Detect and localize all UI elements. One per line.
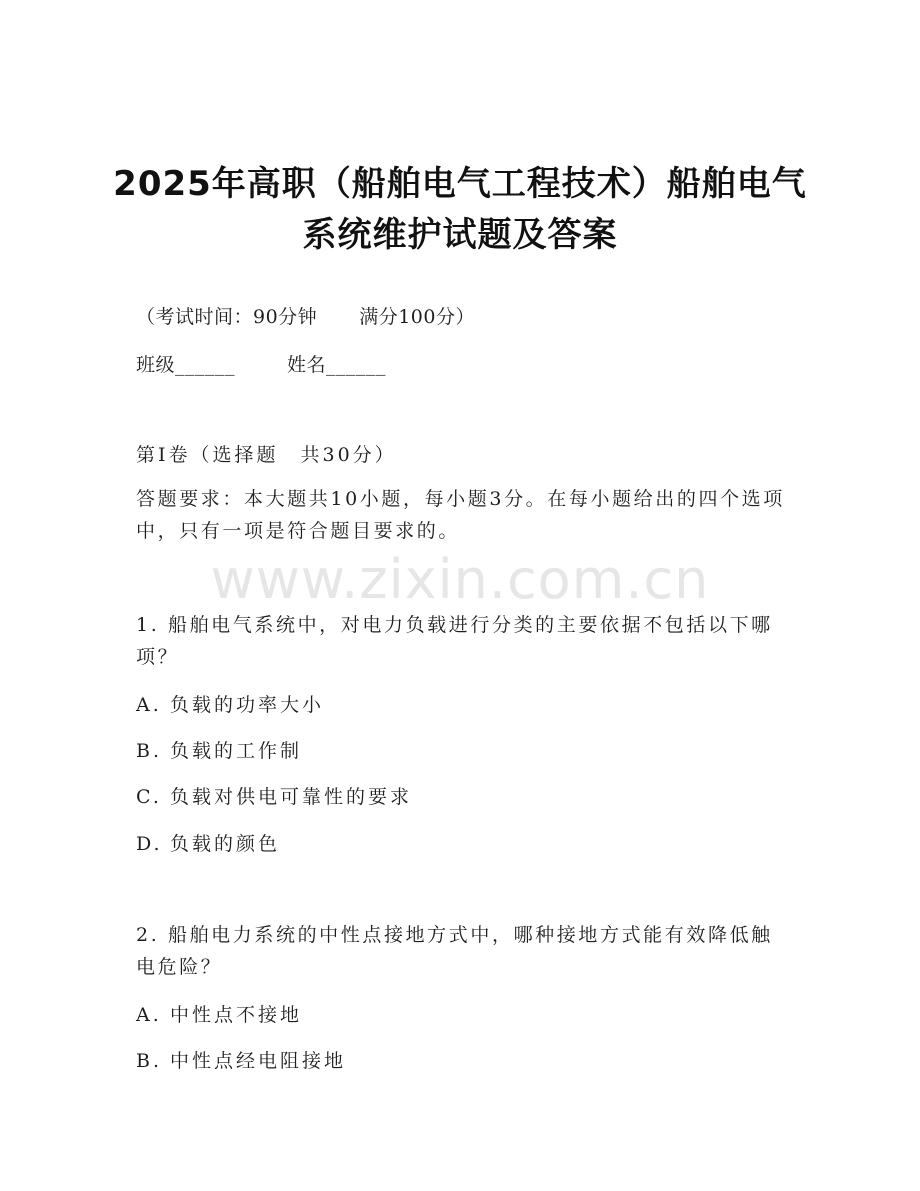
option-text: 中性点不接地	[170, 1004, 303, 1026]
question-1-option-a	[136, 690, 324, 717]
section-heading: 第I卷（选择题 共30分）	[136, 444, 397, 466]
option-text: 负载的功率大小	[170, 694, 325, 716]
option-text: 负载的颜色	[170, 833, 281, 855]
student-info	[136, 350, 386, 377]
option-letter: A.	[136, 694, 162, 716]
document-title-line-1: 2025年高职（船舶电气工程技术）船舶电气	[113, 164, 807, 204]
option-text: 中性点经电阻接地	[170, 1050, 347, 1072]
question-1-option-b	[136, 736, 302, 763]
question-2-option-a	[136, 1000, 302, 1027]
watermark: www.zixin.com.cn	[210, 548, 710, 611]
option-text: 负载的工作制	[170, 740, 303, 762]
section-instructions: 答题要求：本大题共10小题，每小题3分。在每小题给出的四个选项中，只有一项是符合题目要求的。	[136, 488, 785, 542]
option-letter: C.	[136, 786, 162, 808]
question-2-stem: 2. 船舶电力系统的中性点接地方式中，哪种接地方式能有效降低触电危险？	[136, 924, 773, 978]
name-field: 姓名______	[287, 354, 387, 376]
class-field: 班级______	[136, 354, 236, 376]
question-1-option-d	[136, 829, 280, 856]
option-letter: B.	[136, 1050, 163, 1072]
question-2-option-b	[136, 1046, 346, 1073]
exam-info	[136, 302, 475, 329]
exam-time: （考试时间：90分钟	[136, 306, 318, 328]
question-1-option-c	[136, 782, 412, 809]
option-text: 负载对供电可靠性的要求	[170, 786, 413, 808]
exam-full-score: 满分100分）	[359, 306, 475, 328]
document-title-line-2: 系统维护试题及答案	[302, 215, 618, 255]
question-1-stem: 1. 船舶电气系统中，对电力负载进行分类的主要依据不包括以下哪项？	[136, 614, 773, 668]
option-letter: B.	[136, 740, 163, 762]
option-letter: A.	[136, 1004, 162, 1026]
option-letter: D.	[136, 833, 163, 855]
